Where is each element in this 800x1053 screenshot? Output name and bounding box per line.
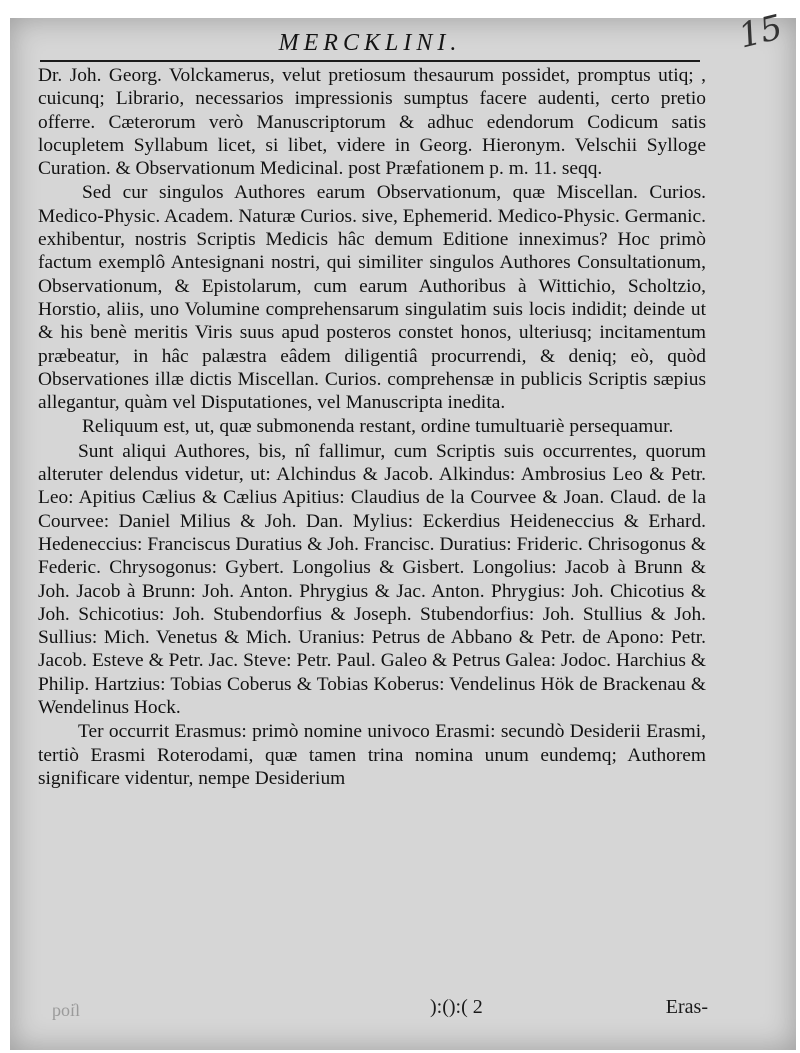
paragraph-1: Dr. Joh. Georg. Volckamerus, velut pretiosum thesaurum possidet, promptus utiq; , cuicunq; Librario, necessarios impressionis sumptus facere audenti, certo pretio offerre. Cæterorum verò Manuscriptorum & adhuc edendorum Codicum satis locupletem Syllabum licet, si libet, videre in Georg. Hieronym. Velschii Sylloge Curation. & Observationum Medicinal. post Præfationem p. m. 11. seqq.	[38, 65, 706, 180]
page-footer	[40, 996, 708, 1026]
body-text	[38, 64, 706, 790]
paragraph-3: Reliquum est, ut, quæ submonenda restant, ordine tumultuariè persequamur.	[82, 416, 674, 438]
signature-mark: ):():( 2	[430, 996, 483, 1018]
paragraph-2: Sed cur singulos Authores earum Observationum, quæ Miscellan. Curios. Medico-Physic. Academ. Naturæ Curios. sive, Ephemerid. Medico-Physic. Germanic. exhibentur, nostris Scriptis Medicis hâc demum Editione inneximus? Hoc primò factum exemplô Antesignani nostri, qui similiter singulos Authores Consultationum, Observationum, & Epistolarum, cum earum Authoribus à Wittichio, Scholtzio, Horstio, aliis, uno Volumine comprehensarum singulatim suis locis indidit; deinde ut & his benè meritis Viris suus apud posteros constet honos, ulteriusq; incitamentum præbeatur, in hâc palæstra eâdem diligentiâ procurrendi, & deniq; eò, quòd Observationes illæ dictis Miscellan. Curios. comprehensæ in publicis Scriptis sæpius allegantur, quàm vel Disputationes, vel Manuscripta inedita.	[38, 182, 706, 414]
paragraph-4: Sunt aliqui Authores, bis, nî fallimur, cum Scriptis suis occurrentes, quorum alteruter delendus videtur, ut: Alchindus & Jacob. Alkindus: Ambrosius Leo & Petr. Leo: Apitius Cælius & Cælius Apitius: Claudius de la Courvee & Joan. Claud. de la Courvee: Daniel Milius & Joh. Dan. Mylius: Eckerdius Heideneccius & Erhard. Hedeneccius: Franciscus Duratius & Joh. Francisc. Duratius: Frideric. Chrisogonus & Federic. Chrysogonus: Gybert. Longolius & Gisbert. Longolius: Jacob à Brunn & Joh. Jacob à Brunn: Joh. Anton. Phrygius & Jac. Anton. Phrygius: Joh. Chicotius & Joh. Schicotius: Joh. Stubendorfius & Joseph. Stubendorfius: Joh. Stullius & Joh. Sullius: Mich. Venetus & Mich. Uranius: Petrus de Abbano & Petr. de Apono: Petr. Jacob. Esteve & Petr. Jac. Steve: Petr. Paul. Galeo & Petrus Galea: Jodoc. Harchius & Philip. Hartzius: Tobias Coberus & Tobias Koberus: Vendelinus Hök de Brackenau & Wendelinus Hock.	[38, 440, 706, 719]
running-header: MERCKLINI.	[278, 30, 462, 56]
folio-mark: 15	[734, 7, 787, 57]
paragraph-5: Ter occurrit Erasmus: primò nomine univoco Erasmi: secundò Desiderii Erasmi, tertiò Erasmi Roterodami, quæ tamen trina nomina unum eundemq; Authorem significare videntur, nempe Desiderium	[38, 721, 706, 789]
bleed-through-text: ſioq	[52, 1000, 81, 1020]
header-rule	[40, 60, 700, 62]
catchword: Eras-	[665, 996, 708, 1018]
